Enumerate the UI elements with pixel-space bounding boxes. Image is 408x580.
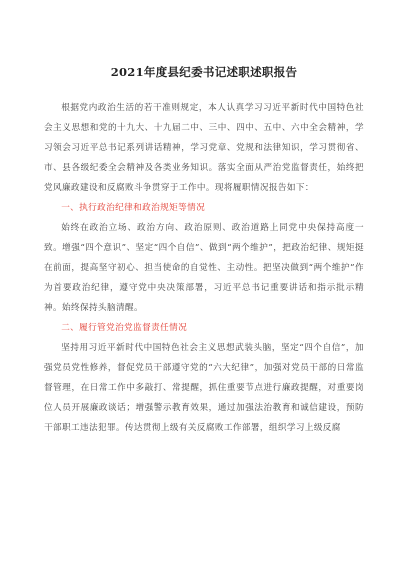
section1-paragraph: 始终在政治立场、政治方向、政治原则、政治道路上同党中央保持高度一致。增强“四个意识”、坚定“四个自信”、做到“两个维护”，把政治纪律、规矩挺在前面，提高坚守初心、担当使命的自觉性、主动性。把坚决做到“两个维护”作为首要政治纪律，遵守党中央决策部署，习近平总书记重要讲话和指示批示精神。始终保持头脑清醒。 [44,223,364,313]
section2-paragraph: 坚持用习近平新时代中国特色社会主义思想武装头脑，坚定“四个自信”，加强党员党性修养，督促党员干部遵守党的“六大纪律”，加强对党员干部的日常监督管理，在日常工作中多敲打、常提醒，抓住重要节点进行廉政提醒，对重要岗位人员开展廉政谈话；增强警示教育效果，通过加强法治教育和诚信建设，预防干部职工违法犯罪。传达贯彻上级有关反腐败工作部署，组织学习上级反腐 [44,343,364,433]
section2-heading: 二、履行管党治党监督责任情况 [61,323,188,333]
intro-paragraph: 根据党内政治生活的若干准则规定，本人认真学习习近平新时代中国特色社会主义思想和党的十九大、十九届二中、三中、四中、五中、六中全会精神，学习领会习近平总书记系列讲话精神，学习党章、党规和法律知识，学习贯彻省、市、县各级纪委全会精神及各类业务知识。落实全面从严治党监督责任，始终把党风廉政建设和反腐败斗争贯穿于工作中。现将履职情况报告如下： [44,103,364,193]
section1-heading: 一、执行政治纪律和政治规矩等情况 [61,203,206,213]
document-title: 2021年度县纪委书记述职述职报告 [110,65,298,79]
